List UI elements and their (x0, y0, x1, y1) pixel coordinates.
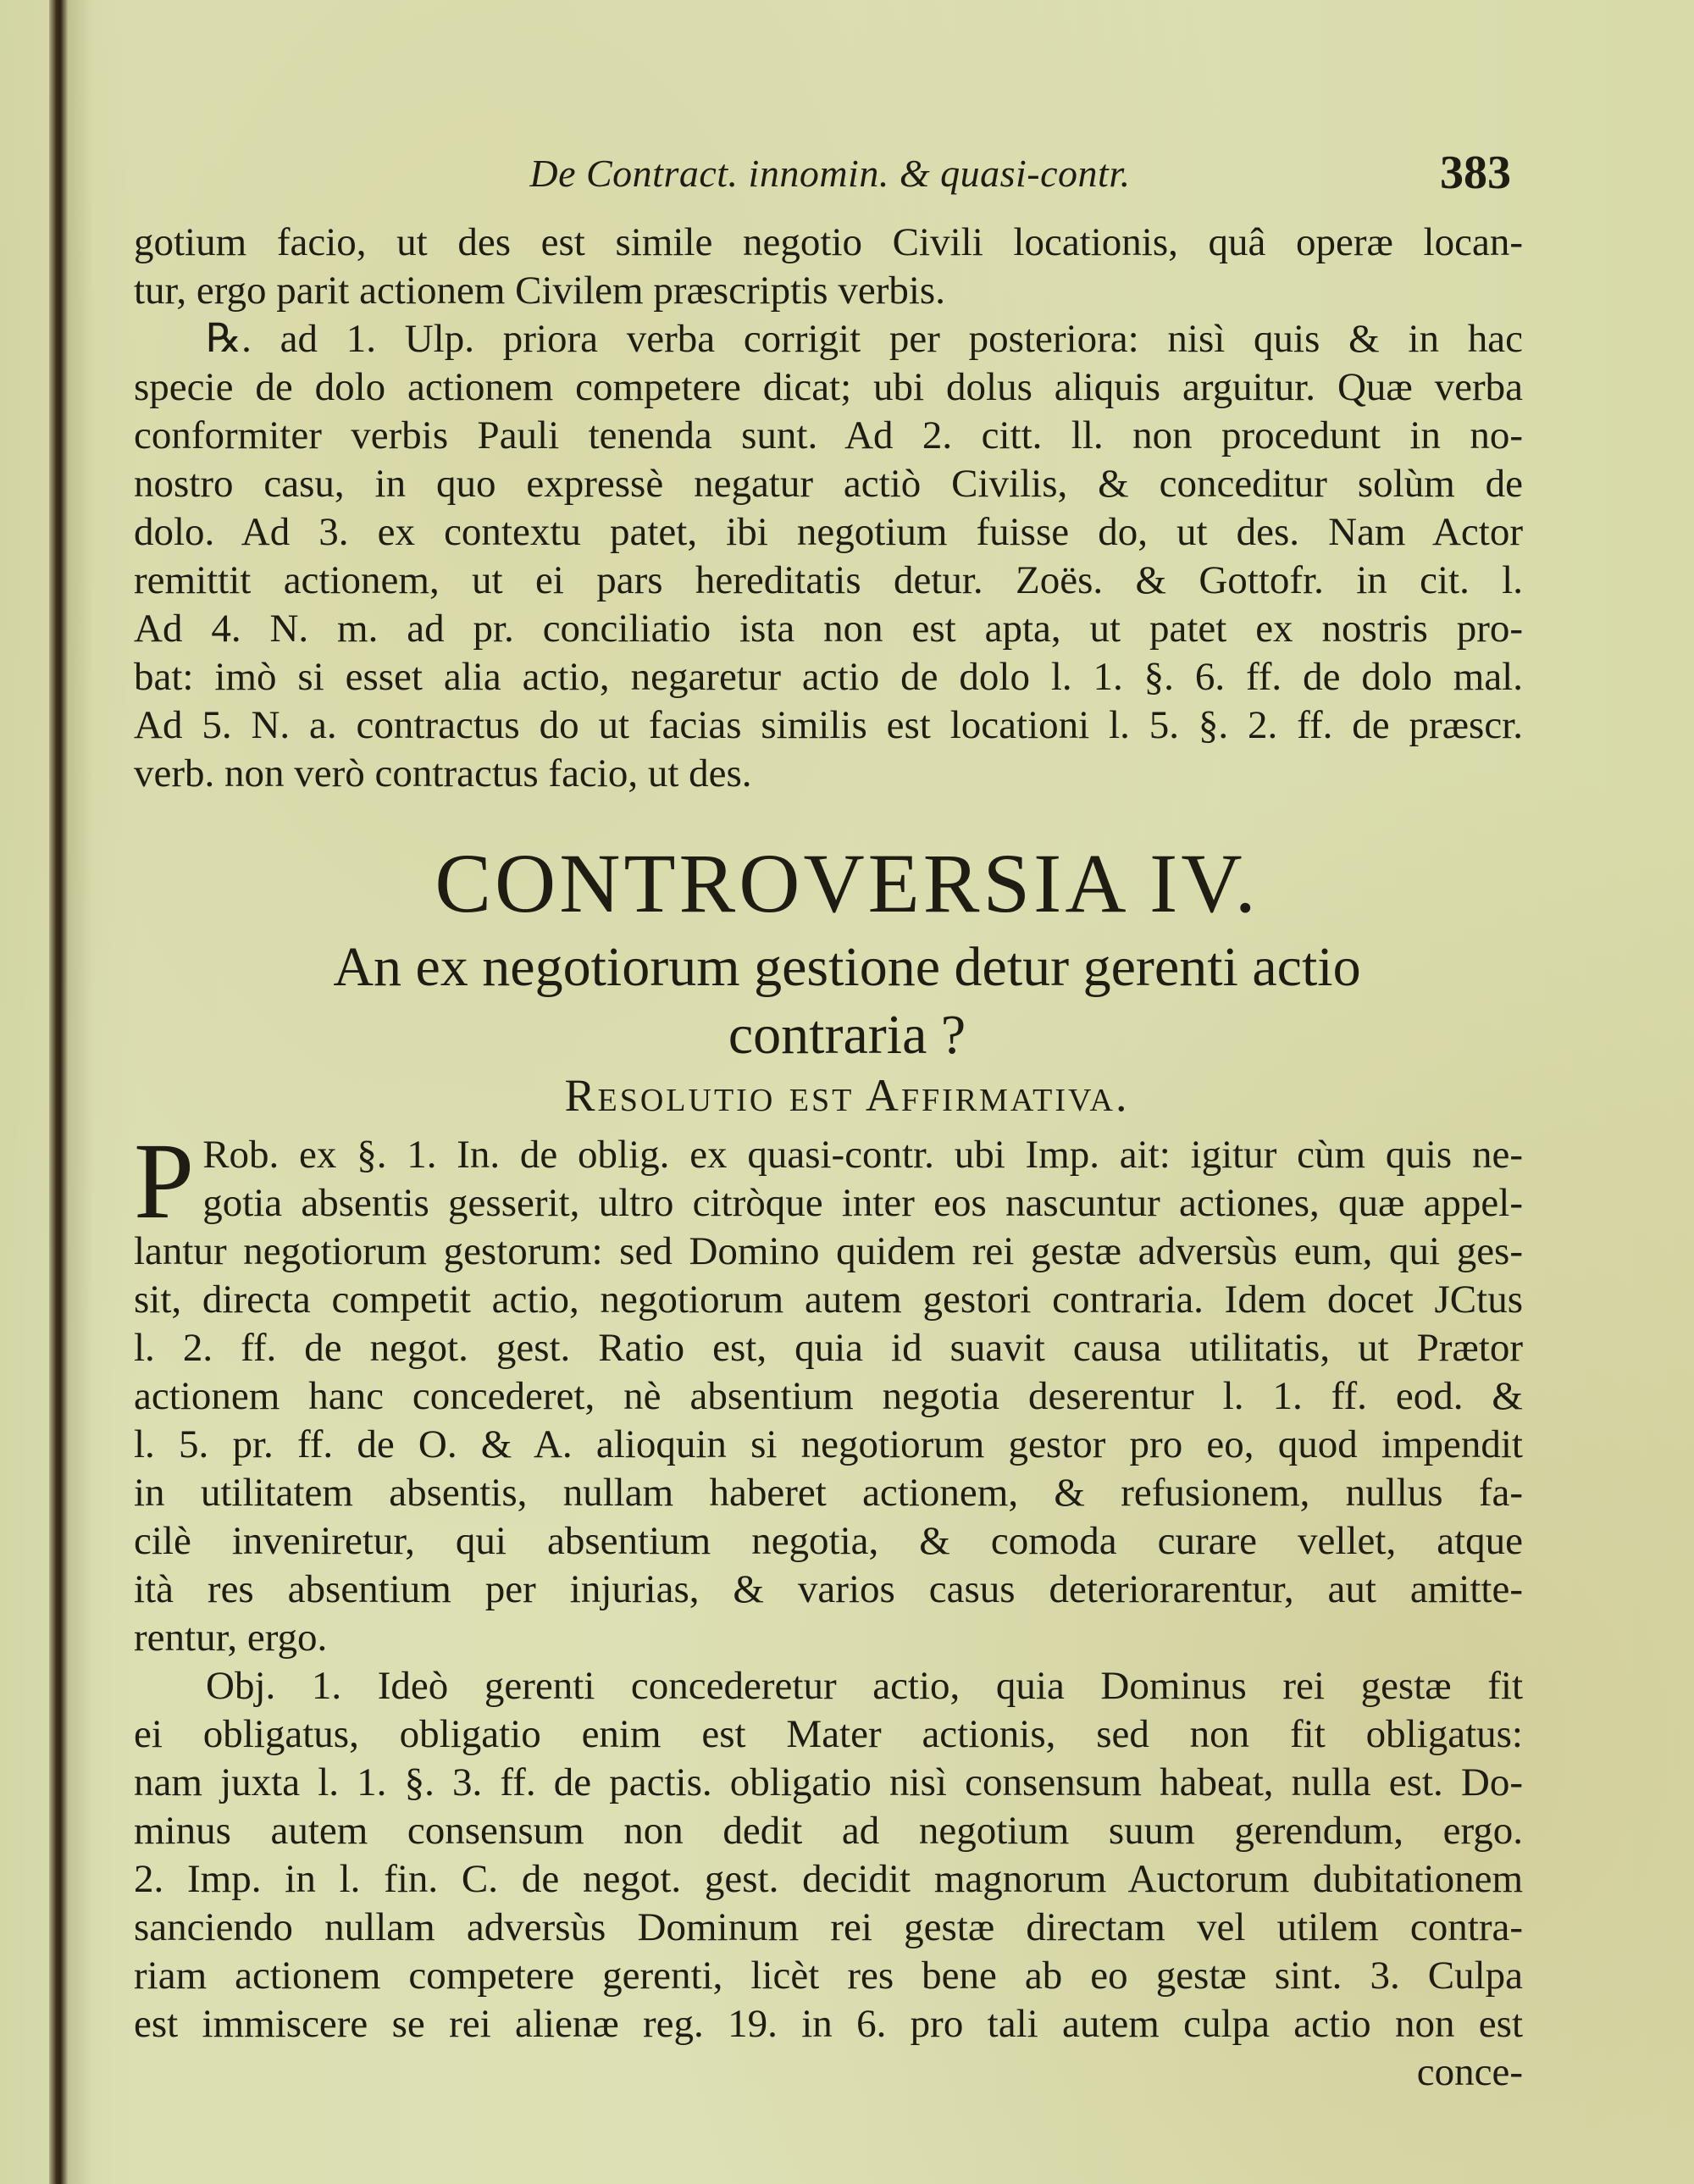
text-line: ℞. ad 1. Ulp. priora verba corrigit per posteriora: nisì quis & in hac (206, 317, 1523, 361)
text-line: Ad 4. N. m. ad pr. conciliatio ista non est apta, ut patet ex nostris pro- (134, 607, 1523, 651)
text-line: verb. non verò contractus facio, ut des. (134, 751, 752, 795)
text-line: sit, directa competit actio, negotiorum autem gestori contraria. Idem docet JCtus (134, 1278, 1523, 1322)
text-line: remittit actionem, ut ei pars hereditatis detur. Zoës. & Gottofr. in cit. l. (134, 558, 1523, 602)
text-line: Obj. 1. Ideò gerenti concederetur actio, quia Dominus rei gestæ fit (206, 1664, 1523, 1708)
top-section (134, 219, 1523, 798)
text-line: nam juxta l. 1. §. 3. ff. de pactis. obligatio nisì consensum habeat, nulla est. Do- (134, 1760, 1523, 1804)
question-line: contraria ? (728, 1004, 966, 1066)
text-line: est immiscere se rei alienæ reg. 19. in 6. pro tali autem culpa actio non est (134, 2002, 1523, 2046)
text-line: l. 5. pr. ff. de O. & A. alioquin si negotiorum gestor pro eo, quod impendit (134, 1422, 1523, 1466)
text-line: ità res absentium per injurias, & varios casus deteriorarentur, aut amitte- (134, 1567, 1523, 1611)
text-line: Rob. ex §. 1. In. de oblig. ex quasi-contr. ubi Imp. ait: igitur cùm quis ne- (202, 1133, 1523, 1177)
text-line: gotium facio, ut des est simile negotio Civili locationis, quâ operæ locan- (134, 220, 1523, 264)
text-line: riam actionem competere gerenti, licèt res bene ab eo gestæ sint. 3. Culpa (134, 1954, 1523, 1998)
text-line: rentur, ergo. (134, 1616, 328, 1660)
controversia-title: CONTROVERSIA IV. (435, 836, 1259, 930)
drop-cap: P (134, 1121, 195, 1241)
catchword: conce- (1416, 2050, 1523, 2094)
controversia-question (0, 934, 1694, 1069)
text-line: in utilitatem absentis, nullam haberet actionem, & refusionem, nullus fa- (134, 1471, 1523, 1515)
text-line: l. 2. ff. de negot. gest. Ratio est, quia id suavit causa utilitatis, ut Prætor (134, 1326, 1523, 1370)
text-line: actionem hanc concederet, nè absentium negotia deserentur l. 1. ff. eod. & (134, 1374, 1523, 1418)
text-line: gotia absentis gesserit, ultro citròque inter eos nascuntur actiones, quæ appel- (202, 1181, 1523, 1225)
text-line: sanciendo nullam adversùs Dominum rei gestæ directam vel utilem contra- (134, 1905, 1523, 1949)
body-section (134, 1121, 1523, 2097)
text-line: ei obligatus, obligatio enim est Mater actionis, sed non fit obligatus: (134, 1712, 1523, 1756)
text-line: lantur negotiorum gestorum: sed Domino quidem rei gestæ adversùs eum, qui ges- (134, 1229, 1523, 1273)
question-line: An ex negotiorum gestione detur gerenti actio (333, 936, 1361, 998)
text-line: conformiter verbis Pauli tenenda sunt. Ad 2. citt. ll. non procedunt in no- (134, 413, 1523, 457)
text-line: nostro casu, in quo expressè negatur actiò Civilis, & conceditur solùm de (134, 462, 1523, 506)
text-line: 2. Imp. in l. fin. C. de negot. gest. decidit magnorum Auctorum dubitationem (134, 1857, 1523, 1901)
text-line: Ad 5. N. a. contractus do ut facias similis est locationi l. 5. §. 2. ff. de præscr. (134, 703, 1523, 747)
text-line: specie de dolo actionem competere dicat; ubi dolus aliquis arguitur. Quæ verba (134, 365, 1523, 409)
text-line: dolo. Ad 3. ex contextu patet, ibi negotium fuisse do, ut des. Nam Actor (134, 510, 1523, 554)
text-line: cilè inveniretur, qui absentium negotia, & comoda curare vellet, atque (134, 1519, 1523, 1563)
text-line: bat: imò si esset alia actio, negaretur actio de dolo l. 1. §. 6. ff. de dolo mal. (134, 655, 1523, 699)
text-line: minus autem consensum non dedit ad negotium suum gerendum, ergo. (134, 1809, 1523, 1853)
text-line: tur, ergo parit actionem Civilem præscriptis verbis. (134, 269, 945, 313)
page-number: 383 (1440, 147, 1511, 199)
resolution-heading: Resolutio est Affirmativa. (564, 1070, 1130, 1121)
running-head: De Contract. innomin. & quasi-contr. (529, 152, 1131, 195)
